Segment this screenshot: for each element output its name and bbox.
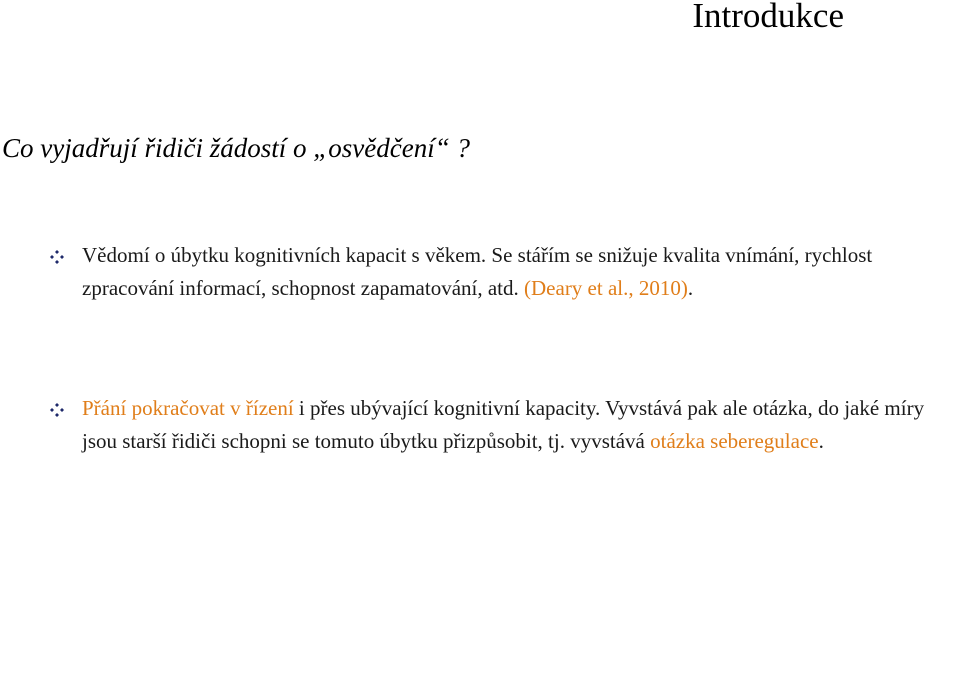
bullet-2-text: i přes ubývající kognitivní kapacity. Vyvstává pak ale otázka, do jaké míry jsou starší řidiči schopni se tomuto úbytku přizpůsobit, tj. vyvstává (82, 396, 925, 453)
bullet-text-2 (82, 392, 930, 458)
highlight-prani: Přání pokračovat v řízení (82, 396, 294, 420)
bullet-item-2 (50, 392, 930, 458)
bullet-1-text: Vědomí o úbytku kognitivních kapacit s věkem. Se stářím se snižuje kvalita vnímání, rychlost zpracování informací, schopnost zapamatování, atd. (82, 243, 873, 300)
bullet-text-1 (82, 239, 930, 305)
slide-title: Introdukce (692, 0, 844, 35)
citation-deary: (Deary et al., 2010) (524, 276, 688, 300)
slide-subtitle: Co vyjadřují řidiči žádostí o „osvědčení“ ? (2, 133, 470, 163)
bullet-2-period: . (818, 429, 824, 453)
diamond-bullet-icon (50, 250, 64, 264)
bullet-1-period: . (687, 276, 694, 300)
diamond-bullet-icon (50, 403, 64, 417)
highlight-seberegulace: otázka seberegulace (650, 429, 819, 453)
bullet-item-1 (50, 239, 930, 305)
